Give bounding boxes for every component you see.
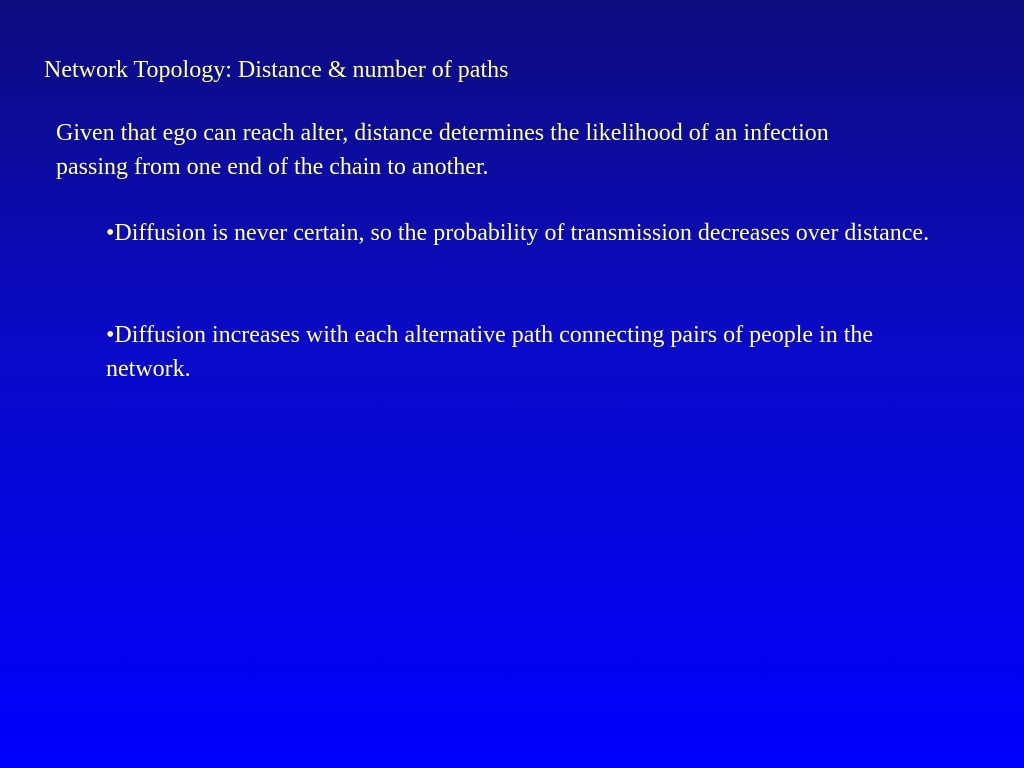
bullet-item: •Diffusion increases with each alternative path connecting pairs of people in the network. bbox=[106, 322, 874, 382]
bullet-item: •Diffusion is never certain, so the probability of transmission decreases over distance. bbox=[106, 220, 930, 246]
intro-paragraph: Given that ego can reach alter, distance determines the likelihood of an infection passing from one end of the chain to another. bbox=[56, 120, 829, 180]
slide-title: Network Topology: Distance & number of paths bbox=[44, 57, 509, 83]
